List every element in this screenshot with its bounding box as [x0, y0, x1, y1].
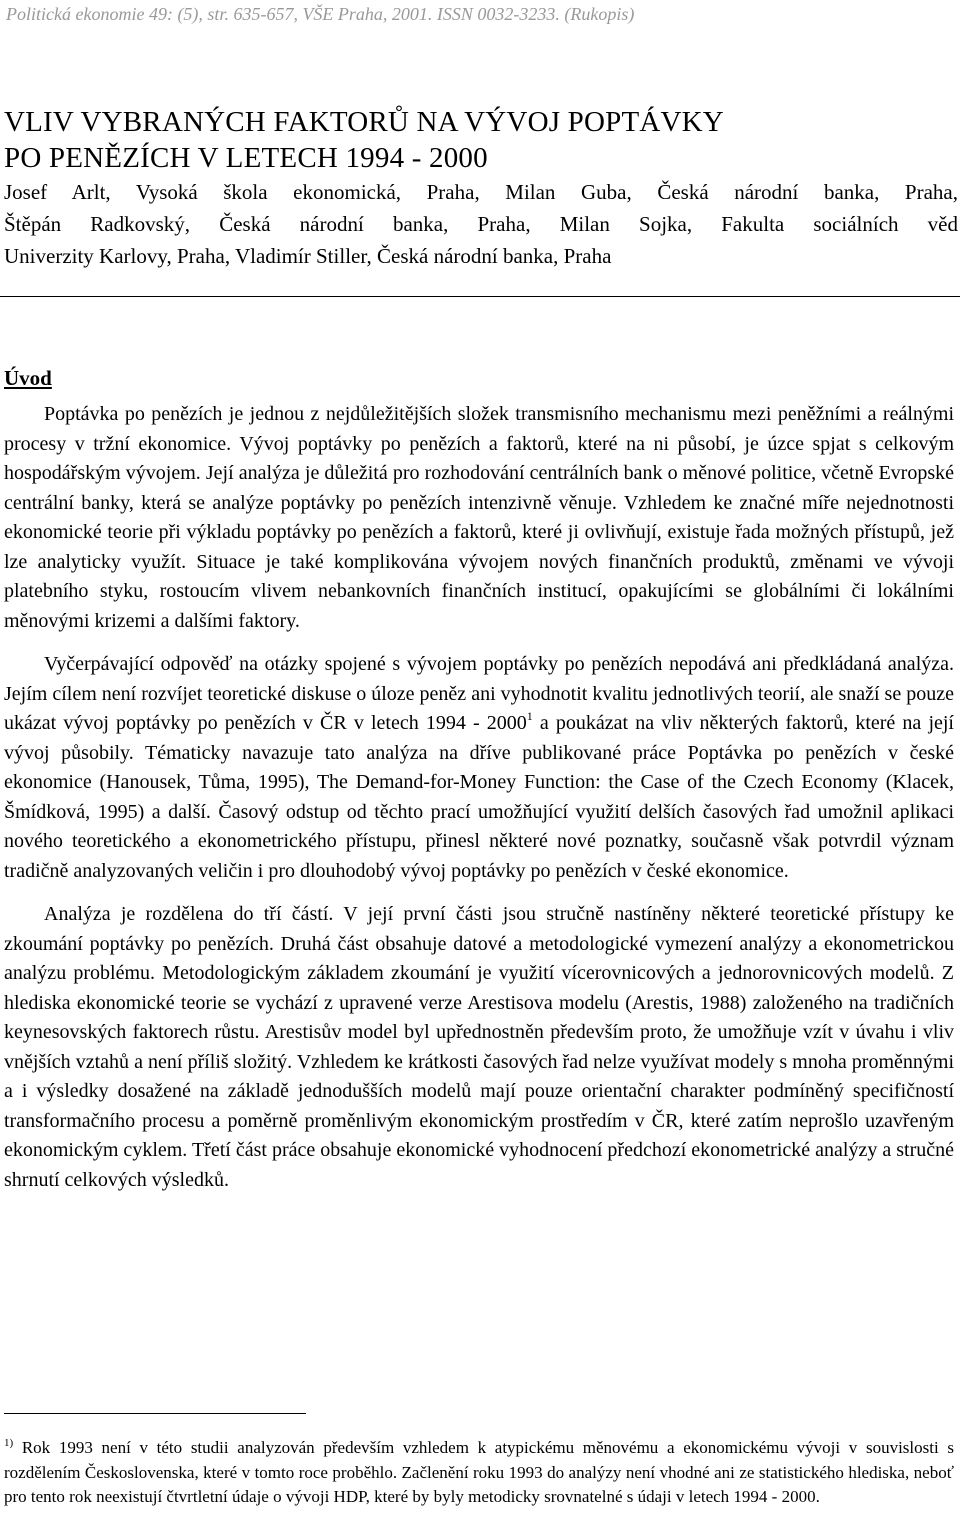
footnote-ref: 1 [526, 709, 533, 723]
footnote-divider [4, 1413, 306, 1414]
paragraph-1: Poptávka po penězích je jednou z nejdůležitějších složek transmisního mechanismu mezi peněžními a reálnými procesy v tržní ekonomice. Vývoj poptávky po penězích a faktorů, které na ni působí, je úzce spjat s celkovým hospodářským vývojem. Její analýza je důležitá pro rozhodování centrálních bank o měnové politice, včetně Evropské centrální banky, která se analýze poptávky po penězích intenzivně věnuje. Vzhledem ke značné míře nejednotnosti ekonomické teorie při výkladu poptávky po penězích a faktorů, které ji ovlivňují, existuje řada možných přístupů, jež lze analyticky využít. Situace je také komplikována vývojem nových finančních produktů, změnami ve vývoji platebního styku, rostoucím vlivem nebankovních finančních institucí, opakujícími se globálními či lokálními měnovými krizemi a dalšími faktory. [4, 403, 954, 632]
journal-citation: Politická ekonomie 49: (5), str. 635-657, VŠE Praha, 2001. ISSN 0032-3233. (Rukopis) [6, 4, 635, 24]
footnote [4, 1436, 954, 1510]
paper-title [4, 104, 724, 176]
section-heading: Úvod [4, 366, 52, 390]
title-line-2: PO PENĚZÍCH V LETECH 1994 - 2000 [4, 142, 488, 174]
title-line-1: VLIV VYBRANÝCH FAKTORŮ NA VÝVOJ POPTÁVKY [4, 106, 724, 138]
author-line-3: Univerzity Karlovy, Praha, Vladimír Stiller, Česká národní banka, Praha [4, 244, 612, 268]
body-text [4, 400, 954, 1195]
title-divider [0, 296, 960, 297]
paragraph-3: Analýza je rozdělena do tří částí. V její první části jsou stručně nastíněny některé teoretické přístupy ke zkoumání poptávky po penězích. Druhá část obsahuje datové a metodologické vymezení analýzy a ekonometrickou analýzu problému. Metodologickým základem zkoumání je využití vícerovnicových a jednorovnicových modelů. Z hlediska ekonomické teorie se vychází z upravené verze Arestisova modelu (Arestis, 1988) založeného na tradičních keynesovských faktorech růstu. Arestisův model byl upřednostněn především proto, že umožňuje vzít v úvahu i vliv vnějších vztahů a není příliš složitý. Vzhledem ke krátkosti časových řad nelze využívat modely s mnoha proměnnými a i výsledky dosažené na základě jednodušších modelů mají pouze orientační charakter podmíněný specifičností transformačního procesu a poměrně proměnlivým ekonomickým prostředím v ČR, které zatím neprošlo uzavřeným ekonomickým cyklem. Třetí část práce obsahuje ekonomické vyhodnocení předchozí ekonometrické analýzy a stručné shrnutí celkových výsledků. [4, 903, 954, 1191]
author-line-1: Josef Arlt, Vysoká škola ekonomická, Praha, Milan Guba, Česká národní banka, Praha, [4, 180, 958, 204]
author-line-2: Štěpán Radkovský, Česká národní banka, Praha, Milan Sojka, Fakulta sociálních věd [4, 212, 958, 236]
footnote-text: Rok 1993 není v této studii analyzován především vzhledem k atypickému měnovému a ekonomickému vývoji v souvislosti s rozdělením Československa, které v tomto roce proběhlo. Začlenění roku 1993 do analýzy není vhodné ani ze statistického hlediska, neboť pro tento rok neexistují čtvrtletní údaje o vývoji HDP, které by byly metodicky srovnatelné s údaji v letech 1994 - 2000. [4, 1438, 954, 1506]
paragraph-2: Vyčerpávající odpověď na otázky spojené s vývojem poptávky po penězích nepodává ani předkládaná analýza. Jejím cílem není rozvíjet teoretické diskuse o úloze peněz ani vyhodnotit kvalitu jednotlivých teorií, ale snaží se pouze ukázat vývoj poptávky po penězích v ČR v letech 1994 - 2000$^1$ a poukázat na vliv některých faktorů, které na její vývoj působily. Tématicky navazuje tato analýza na dříve publikované práce Poptávka po penězích v české ekonomice (Hanousek, Tůma, 1995), The Demand-for-Money Function: the Case of the Czech Economy (Klacek, Šmídková, 1995) a další. Časový odstup od těchto prací umožňující využití delších časových řad umožnil aplikaci nového teoretického a ekonometrického přístupu, přinesl některé nové poznatky, současně však potvrdil význam tradičně analyzovaných veličin i pro dlouhodobý vývoj poptávky po penězích v české ekonomice. [4, 653, 954, 882]
footnote-marker: 1) [4, 1437, 14, 1449]
author-list [4, 176, 958, 272]
